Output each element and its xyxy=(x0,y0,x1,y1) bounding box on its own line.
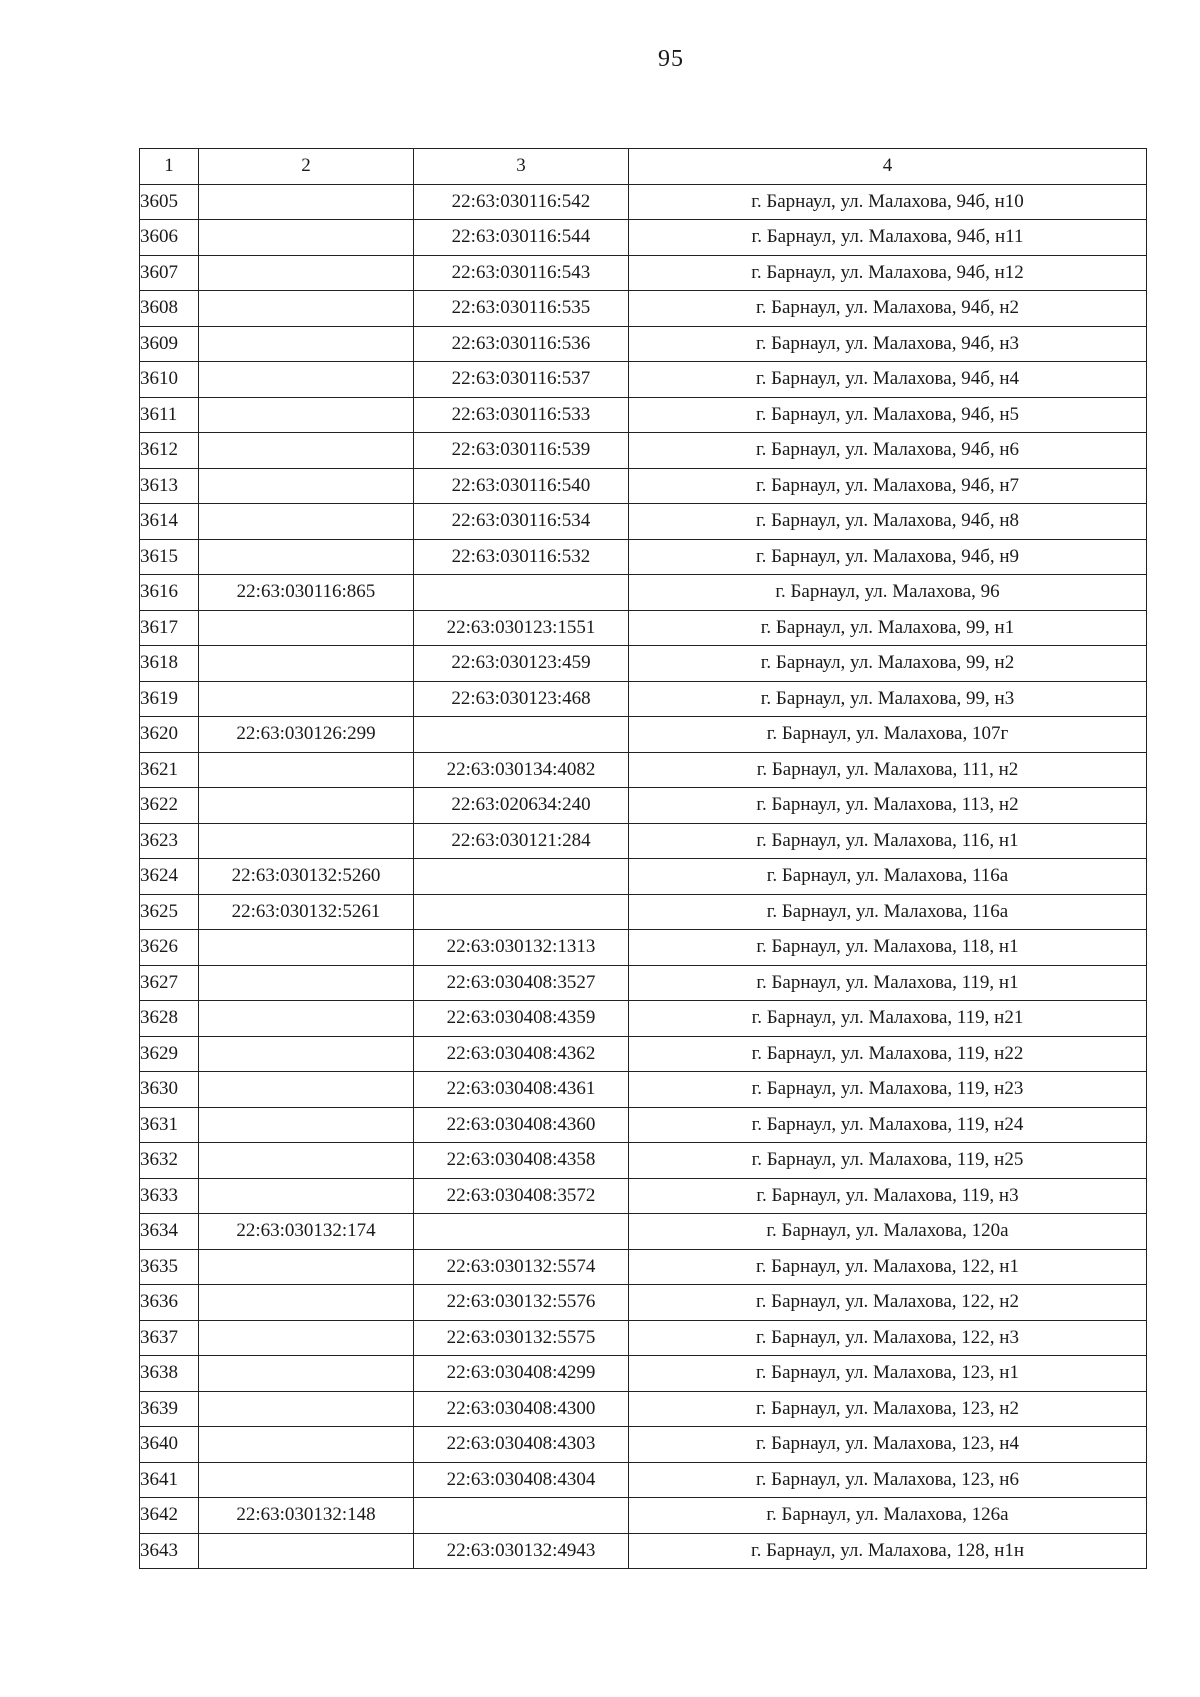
land-cadastral-number-cell xyxy=(199,1249,414,1285)
column-header-1: 1 xyxy=(140,149,199,185)
land-cadastral-number-cell xyxy=(199,362,414,398)
land-cadastral-number-cell xyxy=(199,504,414,540)
table-row xyxy=(140,1533,1147,1569)
object-cadastral-number-cell: 22:63:030408:4361 xyxy=(414,1072,629,1108)
row-number-cell: 3627 xyxy=(140,965,199,1001)
object-cadastral-number-cell: 22:63:030132:1313 xyxy=(414,930,629,966)
address-cell: г. Барнаул, ул. Малахова, 94б, н4 xyxy=(629,362,1147,398)
row-number-cell: 3624 xyxy=(140,859,199,895)
land-cadastral-number-cell xyxy=(199,1072,414,1108)
address-cell: г. Барнаул, ул. Малахова, 122, н3 xyxy=(629,1320,1147,1356)
address-cell: г. Барнаул, ул. Малахова, 123, н2 xyxy=(629,1391,1147,1427)
address-cell: г. Барнаул, ул. Малахова, 94б, н6 xyxy=(629,433,1147,469)
table-row xyxy=(140,1178,1147,1214)
object-cadastral-number-cell: 22:63:030116:543 xyxy=(414,255,629,291)
table-row xyxy=(140,1214,1147,1250)
row-number-cell: 3614 xyxy=(140,504,199,540)
row-number-cell: 3607 xyxy=(140,255,199,291)
land-cadastral-number-cell xyxy=(199,468,414,504)
object-cadastral-number-cell: 22:63:030121:284 xyxy=(414,823,629,859)
object-cadastral-number-cell: 22:63:030116:537 xyxy=(414,362,629,398)
address-cell: г. Барнаул, ул. Малахова, 94б, н12 xyxy=(629,255,1147,291)
address-cell: г. Барнаул, ул. Малахова, 94б, н11 xyxy=(629,220,1147,256)
row-number-cell: 3622 xyxy=(140,788,199,824)
object-cadastral-number-cell xyxy=(414,575,629,611)
table-row xyxy=(140,184,1147,220)
land-cadastral-number-cell xyxy=(199,291,414,327)
object-cadastral-number-cell: 22:63:030408:4362 xyxy=(414,1036,629,1072)
table-row xyxy=(140,610,1147,646)
land-cadastral-number-cell: 22:63:030132:5261 xyxy=(199,894,414,930)
land-cadastral-number-cell xyxy=(199,610,414,646)
object-cadastral-number-cell xyxy=(414,1214,629,1250)
land-cadastral-number-cell xyxy=(199,1320,414,1356)
address-cell: г. Барнаул, ул. Малахова, 113, н2 xyxy=(629,788,1147,824)
table-row xyxy=(140,397,1147,433)
land-cadastral-number-cell xyxy=(199,646,414,682)
object-cadastral-number-cell: 22:63:030123:468 xyxy=(414,681,629,717)
row-number-cell: 3623 xyxy=(140,823,199,859)
address-cell: г. Барнаул, ул. Малахова, 99, н3 xyxy=(629,681,1147,717)
row-number-cell: 3617 xyxy=(140,610,199,646)
address-cell: г. Барнаул, ул. Малахова, 99, н1 xyxy=(629,610,1147,646)
row-number-cell: 3637 xyxy=(140,1320,199,1356)
table-row xyxy=(140,433,1147,469)
address-cell: г. Барнаул, ул. Малахова, 119, н3 xyxy=(629,1178,1147,1214)
address-cell: г. Барнаул, ул. Малахова, 122, н2 xyxy=(629,1285,1147,1321)
row-number-cell: 3619 xyxy=(140,681,199,717)
row-number-cell: 3620 xyxy=(140,717,199,753)
land-cadastral-number-cell xyxy=(199,823,414,859)
land-cadastral-number-cell xyxy=(199,1143,414,1179)
address-cell: г. Барнаул, ул. Малахова, 94б, н5 xyxy=(629,397,1147,433)
object-cadastral-number-cell xyxy=(414,859,629,895)
address-cell: г. Барнаул, ул. Малахова, 123, н6 xyxy=(629,1462,1147,1498)
column-header-2: 2 xyxy=(199,149,414,185)
row-number-cell: 3630 xyxy=(140,1072,199,1108)
table-row xyxy=(140,859,1147,895)
land-cadastral-number-cell: 22:63:030126:299 xyxy=(199,717,414,753)
address-cell: г. Барнаул, ул. Малахова, 94б, н2 xyxy=(629,291,1147,327)
row-number-cell: 3634 xyxy=(140,1214,199,1250)
table-row xyxy=(140,1462,1147,1498)
address-cell: г. Барнаул, ул. Малахова, 119, н25 xyxy=(629,1143,1147,1179)
address-cell: г. Барнаул, ул. Малахова, 111, н2 xyxy=(629,752,1147,788)
table-row xyxy=(140,539,1147,575)
row-number-cell: 3608 xyxy=(140,291,199,327)
object-cadastral-number-cell: 22:63:030408:4303 xyxy=(414,1427,629,1463)
row-number-cell: 3636 xyxy=(140,1285,199,1321)
land-cadastral-number-cell xyxy=(199,1001,414,1037)
object-cadastral-number-cell: 22:63:030408:3527 xyxy=(414,965,629,1001)
object-cadastral-number-cell: 22:63:030116:536 xyxy=(414,326,629,362)
table-row xyxy=(140,823,1147,859)
address-cell: г. Барнаул, ул. Малахова, 120а xyxy=(629,1214,1147,1250)
object-cadastral-number-cell: 22:63:030116:534 xyxy=(414,504,629,540)
object-cadastral-number-cell xyxy=(414,1498,629,1534)
address-cell: г. Барнаул, ул. Малахова, 94б, н10 xyxy=(629,184,1147,220)
land-cadastral-number-cell xyxy=(199,1391,414,1427)
row-number-cell: 3625 xyxy=(140,894,199,930)
object-cadastral-number-cell: 22:63:030123:459 xyxy=(414,646,629,682)
row-number-cell: 3632 xyxy=(140,1143,199,1179)
address-cell: г. Барнаул, ул. Малахова, 119, н22 xyxy=(629,1036,1147,1072)
land-cadastral-number-cell xyxy=(199,1462,414,1498)
address-cell: г. Барнаул, ул. Малахова, 119, н1 xyxy=(629,965,1147,1001)
table-row xyxy=(140,575,1147,611)
row-number-cell: 3613 xyxy=(140,468,199,504)
row-number-cell: 3628 xyxy=(140,1001,199,1037)
table-row xyxy=(140,255,1147,291)
object-cadastral-number-cell: 22:63:030116:542 xyxy=(414,184,629,220)
address-cell: г. Барнаул, ул. Малахова, 123, н4 xyxy=(629,1427,1147,1463)
column-header-3: 3 xyxy=(414,149,629,185)
table-row xyxy=(140,1249,1147,1285)
address-cell: г. Барнаул, ул. Малахова, 119, н24 xyxy=(629,1107,1147,1143)
land-cadastral-number-cell xyxy=(199,965,414,1001)
table-row xyxy=(140,326,1147,362)
table-row xyxy=(140,1001,1147,1037)
table-row xyxy=(140,1072,1147,1108)
object-cadastral-number-cell: 22:63:030123:1551 xyxy=(414,610,629,646)
row-number-cell: 3635 xyxy=(140,1249,199,1285)
row-number-cell: 3612 xyxy=(140,433,199,469)
table-row xyxy=(140,1143,1147,1179)
land-cadastral-number-cell: 22:63:030132:174 xyxy=(199,1214,414,1250)
table-row xyxy=(140,717,1147,753)
address-cell: г. Барнаул, ул. Малахова, 99, н2 xyxy=(629,646,1147,682)
object-cadastral-number-cell: 22:63:030116:532 xyxy=(414,539,629,575)
object-cadastral-number-cell: 22:63:030116:544 xyxy=(414,220,629,256)
object-cadastral-number-cell: 22:63:030408:4304 xyxy=(414,1462,629,1498)
object-cadastral-number-cell: 22:63:030134:4082 xyxy=(414,752,629,788)
row-number-cell: 3621 xyxy=(140,752,199,788)
table-row xyxy=(140,1356,1147,1392)
land-cadastral-number-cell xyxy=(199,930,414,966)
land-cadastral-number-cell xyxy=(199,220,414,256)
table-row xyxy=(140,752,1147,788)
address-cell: г. Барнаул, ул. Малахова, 116а xyxy=(629,859,1147,895)
object-cadastral-number-cell: 22:63:030116:540 xyxy=(414,468,629,504)
table-row xyxy=(140,1391,1147,1427)
table-row xyxy=(140,1036,1147,1072)
address-cell: г. Барнаул, ул. Малахова, 118, н1 xyxy=(629,930,1147,966)
address-cell: г. Барнаул, ул. Малахова, 128, н1н xyxy=(629,1533,1147,1569)
land-cadastral-number-cell xyxy=(199,1178,414,1214)
row-number-cell: 3606 xyxy=(140,220,199,256)
page-number: 95 xyxy=(658,46,684,72)
table-row xyxy=(140,1427,1147,1463)
address-cell: г. Барнаул, ул. Малахова, 94б, н8 xyxy=(629,504,1147,540)
land-cadastral-number-cell xyxy=(199,1107,414,1143)
column-header-4: 4 xyxy=(629,149,1147,185)
land-cadastral-number-cell xyxy=(199,539,414,575)
address-cell: г. Барнаул, ул. Малахова, 116а xyxy=(629,894,1147,930)
object-cadastral-number-cell: 22:63:030116:533 xyxy=(414,397,629,433)
table-row xyxy=(140,504,1147,540)
land-cadastral-number-cell xyxy=(199,1356,414,1392)
table-row xyxy=(140,220,1147,256)
land-cadastral-number-cell: 22:63:030116:865 xyxy=(199,575,414,611)
row-number-cell: 3629 xyxy=(140,1036,199,1072)
table-row xyxy=(140,646,1147,682)
object-cadastral-number-cell xyxy=(414,717,629,753)
object-cadastral-number-cell: 22:63:030116:539 xyxy=(414,433,629,469)
table-row xyxy=(140,291,1147,327)
address-cell: г. Барнаул, ул. Малахова, 119, н21 xyxy=(629,1001,1147,1037)
address-cell: г. Барнаул, ул. Малахова, 116, н1 xyxy=(629,823,1147,859)
table-row xyxy=(140,1285,1147,1321)
object-cadastral-number-cell: 22:63:030408:4358 xyxy=(414,1143,629,1179)
table-row xyxy=(140,681,1147,717)
address-cell: г. Барнаул, ул. Малахова, 94б, н9 xyxy=(629,539,1147,575)
object-cadastral-number-cell: 22:63:030408:4360 xyxy=(414,1107,629,1143)
address-cell: г. Барнаул, ул. Малахова, 94б, н7 xyxy=(629,468,1147,504)
object-cadastral-number-cell: 22:63:030132:5574 xyxy=(414,1249,629,1285)
table-row xyxy=(140,362,1147,398)
table-row xyxy=(140,1320,1147,1356)
row-number-cell: 3615 xyxy=(140,539,199,575)
object-cadastral-number-cell: 22:63:030408:4299 xyxy=(414,1356,629,1392)
land-cadastral-number-cell xyxy=(199,184,414,220)
row-number-cell: 3626 xyxy=(140,930,199,966)
row-number-cell: 3610 xyxy=(140,362,199,398)
row-number-cell: 3643 xyxy=(140,1533,199,1569)
land-cadastral-number-cell xyxy=(199,752,414,788)
header-row xyxy=(140,149,1147,185)
object-cadastral-number-cell: 22:63:030132:5576 xyxy=(414,1285,629,1321)
land-cadastral-number-cell xyxy=(199,1036,414,1072)
table-body xyxy=(140,184,1147,1569)
row-number-cell: 3638 xyxy=(140,1356,199,1392)
address-cell: г. Барнаул, ул. Малахова, 107г xyxy=(629,717,1147,753)
address-cell: г. Барнаул, ул. Малахова, 126а xyxy=(629,1498,1147,1534)
object-cadastral-number-cell xyxy=(414,894,629,930)
row-number-cell: 3640 xyxy=(140,1427,199,1463)
land-cadastral-number-cell xyxy=(199,1533,414,1569)
table-row xyxy=(140,894,1147,930)
row-number-cell: 3631 xyxy=(140,1107,199,1143)
row-number-cell: 3641 xyxy=(140,1462,199,1498)
object-cadastral-number-cell: 22:63:030408:4300 xyxy=(414,1391,629,1427)
row-number-cell: 3618 xyxy=(140,646,199,682)
object-cadastral-number-cell: 22:63:030408:4359 xyxy=(414,1001,629,1037)
row-number-cell: 3639 xyxy=(140,1391,199,1427)
land-cadastral-number-cell xyxy=(199,255,414,291)
land-cadastral-number-cell: 22:63:030132:5260 xyxy=(199,859,414,895)
object-cadastral-number-cell: 22:63:030116:535 xyxy=(414,291,629,327)
object-cadastral-number-cell: 22:63:020634:240 xyxy=(414,788,629,824)
address-cell: г. Барнаул, ул. Малахова, 94б, н3 xyxy=(629,326,1147,362)
land-cadastral-number-cell: 22:63:030132:148 xyxy=(199,1498,414,1534)
row-number-cell: 3611 xyxy=(140,397,199,433)
land-cadastral-number-cell xyxy=(199,788,414,824)
row-number-cell: 3605 xyxy=(140,184,199,220)
address-cell: г. Барнаул, ул. Малахова, 119, н23 xyxy=(629,1072,1147,1108)
land-cadastral-number-cell xyxy=(199,326,414,362)
land-cadastral-number-cell xyxy=(199,681,414,717)
table-row xyxy=(140,468,1147,504)
row-number-cell: 3616 xyxy=(140,575,199,611)
address-cell: г. Барнаул, ул. Малахова, 96 xyxy=(629,575,1147,611)
registry-table xyxy=(139,148,1147,1569)
table-row xyxy=(140,788,1147,824)
land-cadastral-number-cell xyxy=(199,1427,414,1463)
table-row xyxy=(140,1498,1147,1534)
address-cell: г. Барнаул, ул. Малахова, 123, н1 xyxy=(629,1356,1147,1392)
land-cadastral-number-cell xyxy=(199,1285,414,1321)
row-number-cell: 3633 xyxy=(140,1178,199,1214)
object-cadastral-number-cell: 22:63:030408:3572 xyxy=(414,1178,629,1214)
object-cadastral-number-cell: 22:63:030132:4943 xyxy=(414,1533,629,1569)
table-row xyxy=(140,965,1147,1001)
row-number-cell: 3609 xyxy=(140,326,199,362)
land-cadastral-number-cell xyxy=(199,397,414,433)
address-cell: г. Барнаул, ул. Малахова, 122, н1 xyxy=(629,1249,1147,1285)
land-cadastral-number-cell xyxy=(199,433,414,469)
object-cadastral-number-cell: 22:63:030132:5575 xyxy=(414,1320,629,1356)
table-row xyxy=(140,1107,1147,1143)
row-number-cell: 3642 xyxy=(140,1498,199,1534)
table-row xyxy=(140,930,1147,966)
